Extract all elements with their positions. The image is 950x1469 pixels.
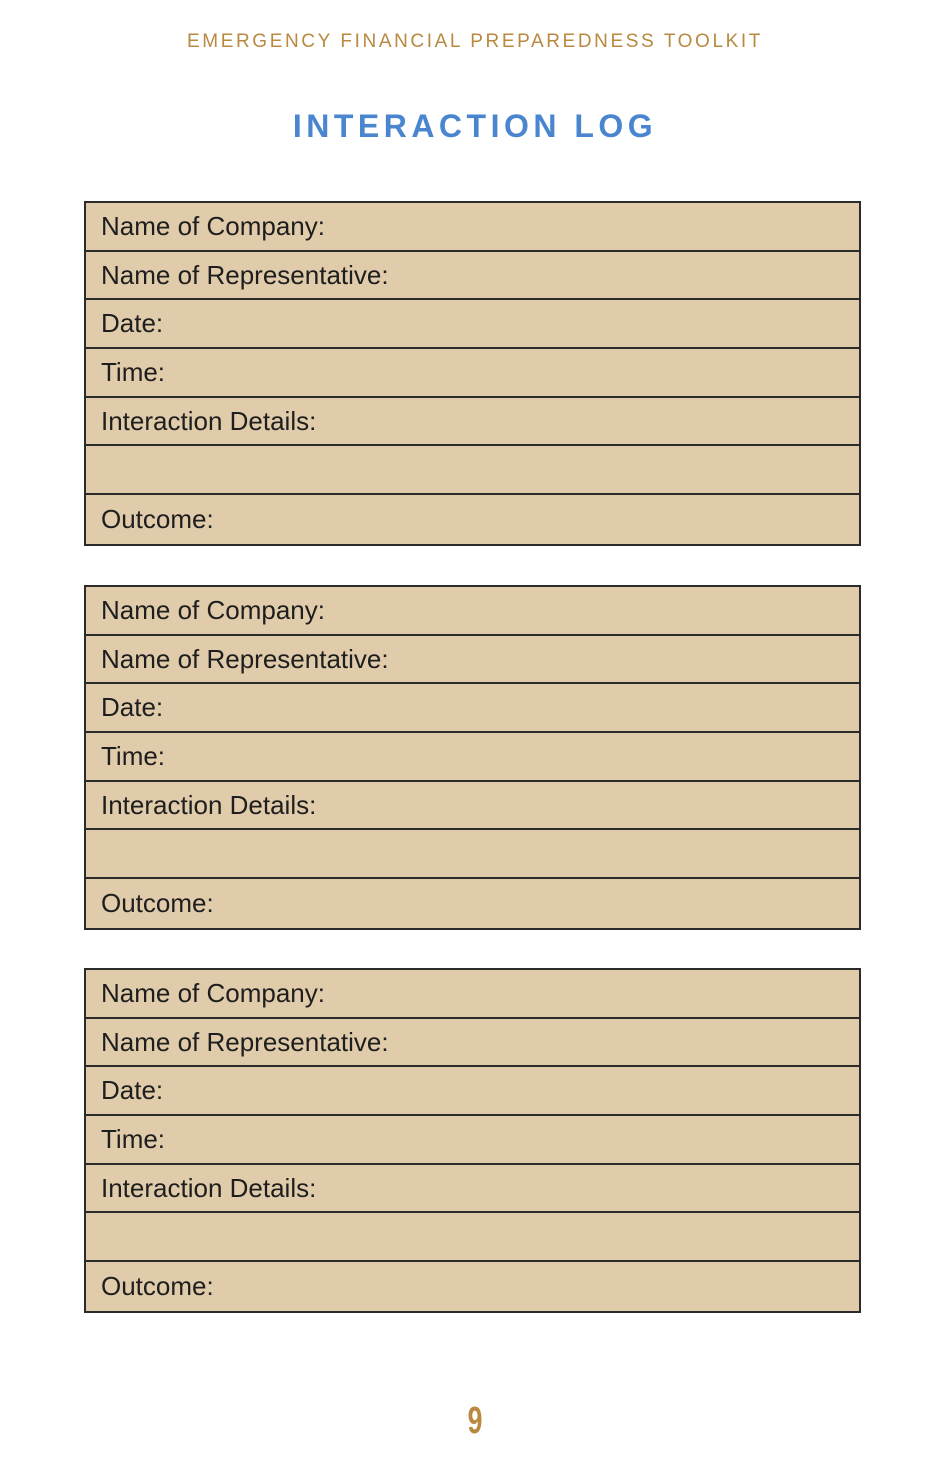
interaction-log-table-3: [84, 968, 861, 1313]
page-title: INTERACTION LOG: [292, 108, 658, 144]
interaction-log-table-2: [84, 585, 861, 930]
company-name-row[interactable]: Name of Company:: [86, 203, 859, 252]
interaction-details-row[interactable]: Interaction Details:: [86, 1165, 859, 1214]
date-row[interactable]: Date:: [86, 684, 859, 733]
interaction-details-row[interactable]: Interaction Details:: [86, 782, 859, 831]
interaction-details-row[interactable]: Interaction Details:: [86, 398, 859, 447]
date-row[interactable]: Date:: [86, 1067, 859, 1116]
time-row[interactable]: Time:: [86, 733, 859, 782]
date-row[interactable]: Date:: [86, 300, 859, 349]
time-row[interactable]: Time:: [86, 349, 859, 398]
toolkit-header: EMERGENCY FINANCIAL PREPAREDNESS TOOLKIT: [187, 31, 763, 52]
interaction-details-extra-row[interactable]: [86, 1213, 859, 1262]
outcome-row[interactable]: Outcome:: [101, 1270, 214, 1301]
representative-name-row[interactable]: Name of Representative:: [86, 636, 859, 685]
interaction-details-extra-row[interactable]: [86, 446, 859, 495]
interaction-log-table-1: [84, 201, 861, 546]
company-name-row[interactable]: Name of Company:: [86, 587, 859, 636]
outcome-row[interactable]: Outcome:: [101, 887, 214, 918]
representative-name-row[interactable]: Name of Representative:: [86, 252, 859, 301]
outcome-row[interactable]: Outcome:: [101, 503, 214, 534]
interaction-details-extra-row[interactable]: [86, 830, 859, 879]
page-number: 9: [467, 1400, 483, 1442]
representative-name-row[interactable]: Name of Representative:: [86, 1019, 859, 1068]
time-row[interactable]: Time:: [86, 1116, 859, 1165]
company-name-row[interactable]: Name of Company:: [86, 970, 859, 1019]
